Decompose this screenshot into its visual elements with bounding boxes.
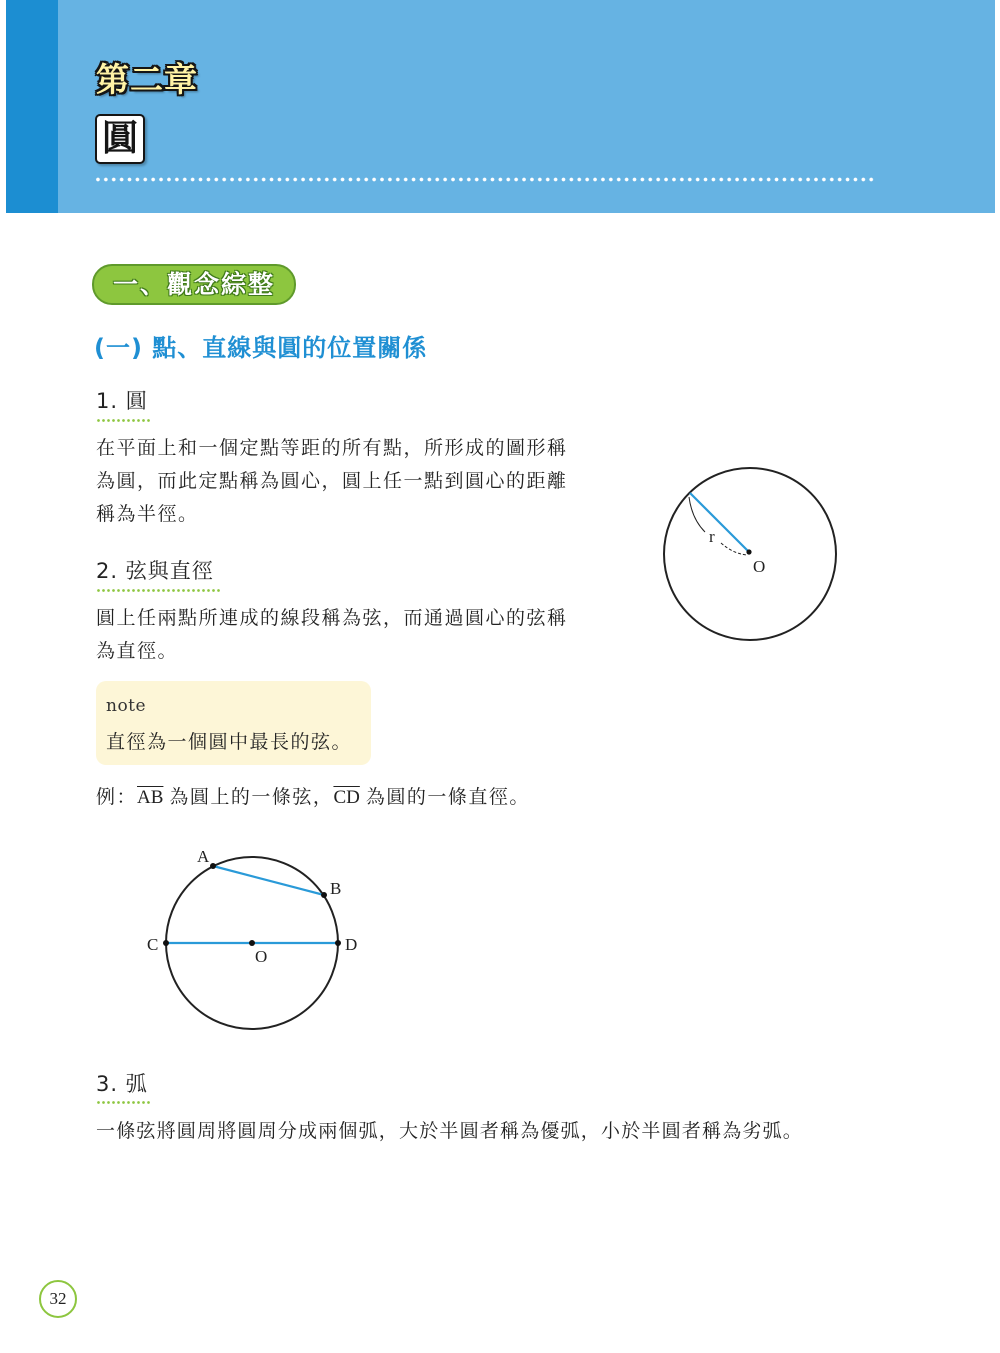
label-b: B (330, 879, 342, 898)
point-d (335, 940, 341, 946)
section-label: 一、觀念綜整 (112, 269, 275, 299)
topic-heading-underline (96, 1101, 151, 1104)
figure-circle-radius (655, 460, 845, 650)
paragraph-line: 為直徑。 (96, 640, 179, 662)
chapter-header-strip (6, 0, 58, 213)
center-label: O (753, 557, 766, 576)
segment-ab: $\overline{AB}$ (137, 787, 164, 808)
label-c: C (147, 935, 159, 954)
topic-heading-arc: 3. 弧 (96, 1072, 148, 1096)
radius-label: r (709, 527, 715, 546)
point-o (249, 940, 255, 946)
note-text: 直徑為一個圓中最長的弦。 (106, 731, 353, 753)
paragraph-line: 稱為半徑。 (96, 503, 199, 525)
paragraph-circle-definition (96, 432, 568, 531)
section-badge (92, 264, 296, 305)
paragraph-arc-definition (96, 1115, 803, 1148)
note-label: note (106, 696, 147, 716)
chapter-label: 第二章 (96, 60, 198, 99)
example-sentence (96, 782, 530, 813)
topic-heading-circle: 1. 圓 (96, 389, 148, 413)
paragraph-line: 在平面上和一個定點等距的所有點，所形成的圖形稱 (96, 437, 568, 459)
example-prefix: 例： (96, 786, 138, 808)
point-b (321, 892, 327, 898)
paragraph-line: 圓上任兩點所連成的線段稱為弦，而通過圓心的弦稱 (96, 607, 568, 629)
figure-circle-chord (140, 840, 370, 1040)
subsection-title: (一) 點、直線與圓的位置關係 (94, 334, 428, 362)
page-number: 32 (49, 1289, 67, 1308)
point-c (163, 940, 169, 946)
example-text: 為圓的一條直徑。 (365, 786, 530, 808)
label-d: D (345, 935, 358, 954)
segment-cd: $\overline{CD}$ (333, 787, 360, 808)
radius-brace-upper (689, 497, 705, 532)
paragraph-chord-definition (96, 602, 568, 668)
topic-heading-chord-diameter: 2. 弦與直徑 (96, 559, 214, 583)
note-box (96, 681, 371, 765)
paragraph-line: 為圓，而此定點稱為圓心，圓上任一點到圓心的距離 (96, 470, 568, 492)
header-dotted-divider (94, 177, 876, 182)
radius-line (690, 493, 749, 552)
point-a (210, 863, 216, 869)
topic-heading-underline (96, 419, 151, 422)
page-number-badge (39, 1280, 77, 1318)
topic-heading-underline (96, 589, 222, 592)
chapter-title: 圓 (101, 118, 138, 159)
label-a: A (197, 847, 210, 866)
chord-ab-line (213, 866, 324, 895)
paragraph-line: 一條弦將圓周將圓周分成兩個弧，大於半圓者稱為優弧，小於半圓者稱為劣弧。 (96, 1120, 804, 1142)
label-o: O (255, 947, 268, 966)
example-text: 為圓上的一條弦， (169, 786, 334, 808)
center-point (746, 549, 751, 554)
chapter-title-box (95, 114, 145, 164)
